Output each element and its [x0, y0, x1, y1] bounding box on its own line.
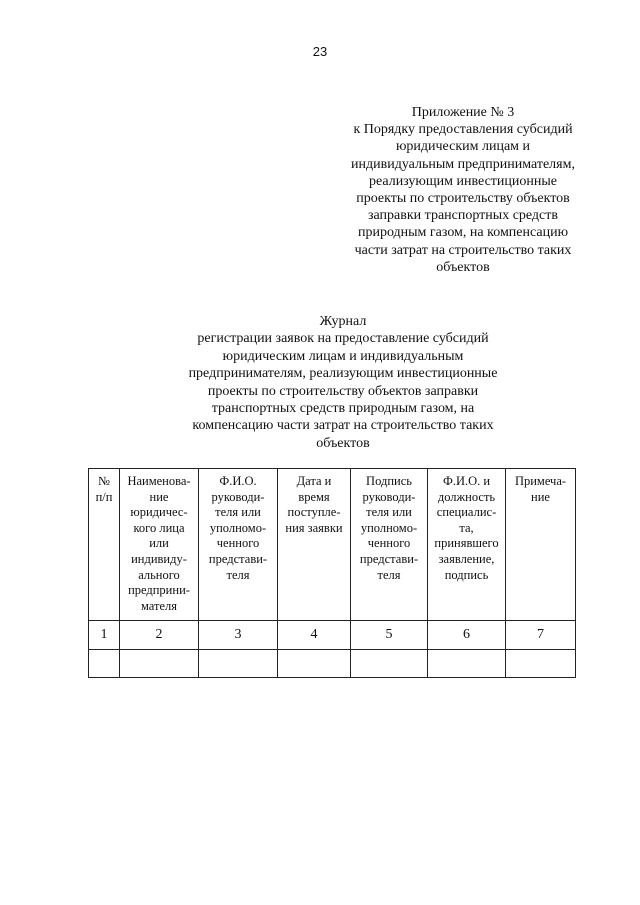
- header-cell-specialist: Ф.И.О. и должность специалис- та, принявшего заявление, подпись: [428, 469, 506, 621]
- header-cell-head-name: Ф.И.О. руководи- теля или уполномо- ченного представи- теля: [199, 469, 278, 621]
- column-number-cell: 3: [199, 621, 278, 650]
- journal-subtitle-line: объектов: [316, 435, 370, 451]
- column-number-cell: 5: [351, 621, 428, 650]
- appendix-line: к Порядку предоставления субсидий: [353, 122, 573, 138]
- journal-subtitle-line: регистрации заявок на предоставление субсидий: [197, 331, 489, 347]
- column-number-row: [89, 621, 576, 650]
- appendix-line: природным газом, на компенсацию: [357, 225, 569, 241]
- journal-subtitle-line: проекты по строительству объектов заправки: [207, 383, 479, 399]
- column-number-cell: 4: [278, 621, 351, 650]
- appendix-line: индивидуальным предпринимателям,: [351, 156, 575, 172]
- appendix-title: Приложение № 3: [411, 105, 515, 120]
- page-number: 23: [312, 44, 328, 59]
- header-cell-head-signature: Подпись руководи- теля или уполномо- ченного представи- теля: [351, 469, 428, 621]
- header-cell-entity-name: Наименова- ние юридичес- кого лица или индивиду- ального предприни- мателя: [120, 469, 199, 621]
- empty-cell: [506, 650, 576, 678]
- empty-cell: [89, 650, 120, 678]
- table-header-row: [89, 469, 576, 621]
- header-cell-date-time: Дата и время поступле- ния заявки: [278, 469, 351, 621]
- registration-table: [88, 468, 576, 678]
- appendix-line: проекты по строительству объектов: [356, 191, 570, 207]
- appendix-line: юридическим лицам и: [395, 139, 531, 155]
- column-number-cell: 2: [120, 621, 199, 650]
- empty-entry-row: [89, 650, 576, 678]
- journal-subtitle-line: компенсацию части затрат на строительство таких: [192, 418, 494, 434]
- appendix-line: реализующим инвестиционные: [368, 173, 557, 189]
- empty-cell: [278, 650, 351, 678]
- empty-cell: [120, 650, 199, 678]
- journal-subtitle-line: транспортных средств природным газом, на: [211, 401, 475, 417]
- column-number-cell: 6: [428, 621, 506, 650]
- empty-cell: [199, 650, 278, 678]
- appendix-line: объектов: [436, 259, 490, 275]
- appendix-block: [328, 104, 598, 276]
- journal-subtitle-line: юридическим лицам и индивидуальным: [222, 348, 464, 364]
- header-cell-number: № п/п: [89, 469, 120, 621]
- appendix-line: части затрат на строительство таких: [354, 242, 572, 258]
- empty-cell: [351, 650, 428, 678]
- column-number-cell: 7: [506, 621, 576, 650]
- journal-subtitle-line: предпринимателям, реализующим инвестиционные: [188, 366, 498, 382]
- header-cell-note: Примеча- ние: [506, 469, 576, 621]
- journal-title: Журнал: [319, 314, 367, 329]
- column-number-cell: 1: [89, 621, 120, 650]
- appendix-line: заправки транспортных средств: [367, 208, 558, 224]
- empty-cell: [428, 650, 506, 678]
- journal-heading: [140, 313, 546, 452]
